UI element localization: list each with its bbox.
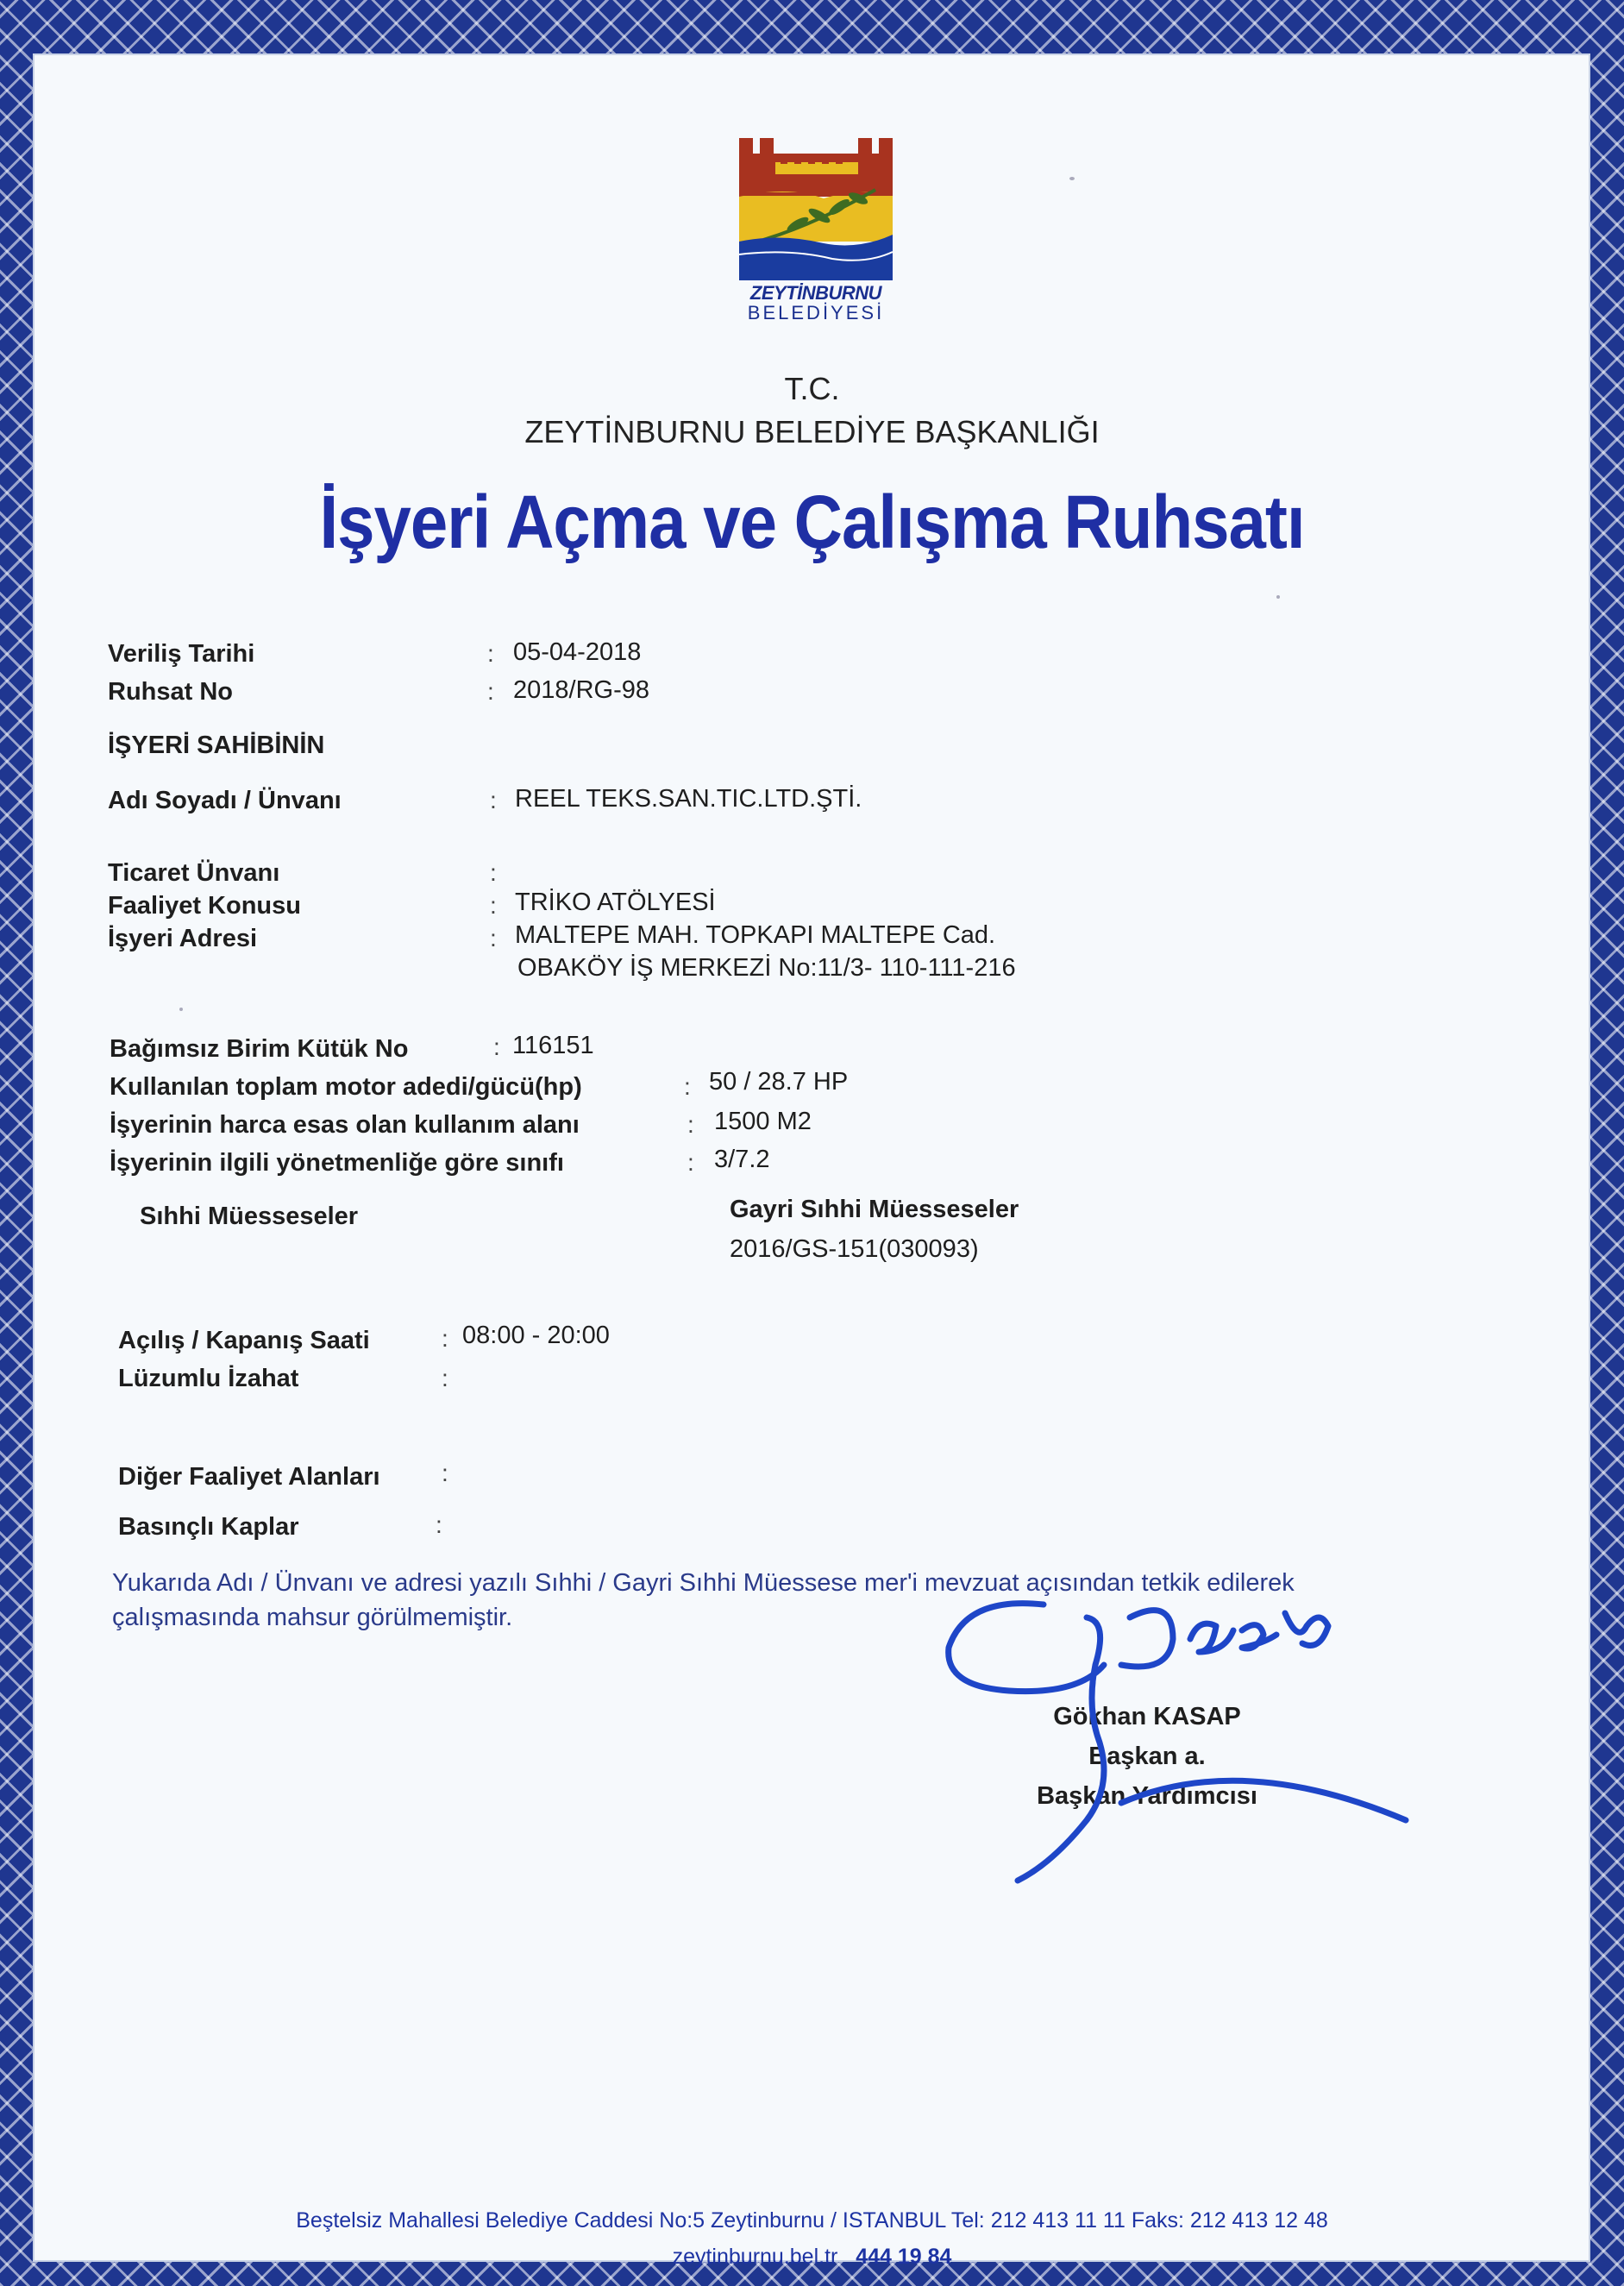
signatory-name: Gökhan KASAP [1053,1703,1241,1730]
non-sanitary-label: Gayri Sıhhi Müesseseler [730,1196,1019,1223]
colon: : [487,640,494,667]
colon: : [487,678,494,705]
colon: : [442,1325,448,1352]
logo-name: ZEYTİNBURNU [749,282,882,304]
address-line1: MALTEPE MAH. TOPKAPI MALTEPE Cad. [515,921,996,949]
colon: : [442,1460,448,1486]
footer-website[interactable]: zeytinburnu.bel.tr [672,2245,838,2269]
unit-no-label: Bağımsız Birim Kütük No [110,1035,409,1063]
explanation-label: Lüzumlu İzahat [118,1365,299,1392]
motor-label: Kullanılan toplam motor adedi/gücü(hp) [110,1073,582,1101]
colon: : [493,1033,500,1060]
name-value: REEL TEKS.SAN.TIC.LTD.ŞTİ. [515,785,862,813]
issue-date-label: Veriliş Tarihi [108,640,255,668]
colon: : [490,925,497,951]
name-label: Adı Soyadı / Ünvanı [108,787,342,814]
unit-no-value: 116151 [512,1032,594,1059]
colon: : [687,1149,694,1176]
trade-name-label: Ticaret Ünvanı [108,859,280,887]
hours-value: 08:00 - 20:00 [462,1322,610,1349]
activity-value: TRİKO ATÖLYESİ [515,889,716,916]
paper-speck [179,1008,183,1011]
license-no-value: 2018/RG-98 [513,676,649,704]
footer-address: Beştelsiz Mahallesi Belediye Caddesi No:5 Zeytinburnu / ISTANBUL Tel: 212 413 11 11 Faks: 212 413 12 48 [296,2208,1328,2233]
pressure-vessels-label: Basınçlı Kaplar [118,1513,299,1541]
handwritten-signature [914,1536,1414,1941]
signatory-position: Başkan Yardımcısı [1037,1782,1257,1810]
colon: : [442,1365,448,1391]
colon: : [687,1111,694,1138]
footer-contact [0,2245,1624,2270]
sanitary-label: Sıhhi Müesseseler [140,1203,359,1230]
colon: : [490,787,497,813]
footer-phone: 444 19 84 [856,2245,952,2269]
class-label: İşyerinin ilgili yönetmenliğe göre sınıfı [110,1149,564,1177]
state-heading: T.C. [784,371,840,406]
approval-note: Yukarıda Adı / Ünvanı ve adresi yazılı Sıhhi / Gayri Sıhhi Müessese mer'i mevzuat açısından tetkik edilerek çalışmasında mahsur görülmemiştir. [112,1569,1295,1631]
issue-date-value: 05-04-2018 [513,638,642,666]
activity-label: Faaliyet Konusu [108,892,301,920]
address-label: İşyeri Adresi [108,925,258,952]
other-activities-label: Diğer Faaliyet Alanları [118,1463,380,1491]
municipality-heading: ZEYTİNBURNU BELEDİYE BAŞKANLIĞI [524,414,1100,449]
colon: : [684,1073,691,1100]
license-no-label: Ruhsat No [108,678,233,706]
paper-speck [1069,177,1075,180]
paper-speck [1276,595,1280,599]
area-value: 1500 M2 [714,1108,812,1135]
address-line2: OBAKÖY İŞ MERKEZİ No:11/3- 110-111-216 [517,954,1016,982]
class-value: 3/7.2 [714,1146,770,1173]
colon: : [490,892,497,919]
document-title: İşyeri Açma ve Çalışma Ruhsatı [319,479,1305,565]
non-sanitary-value: 2016/GS-151(030093) [730,1235,979,1263]
colon: : [436,1511,442,1538]
colon: : [490,859,497,886]
hours-label: Açılış / Kapanış Saati [118,1327,370,1354]
area-label: İşyerinin harca esas olan kullanım alanı [110,1111,580,1139]
motor-value: 50 / 28.7 HP [709,1068,849,1096]
signatory-title: Başkan a. [1088,1743,1206,1770]
owner-section-heading: İŞYERİ SAHİBİNİN [108,732,325,759]
logo-subtitle: BELEDİYESİ [747,302,885,323]
